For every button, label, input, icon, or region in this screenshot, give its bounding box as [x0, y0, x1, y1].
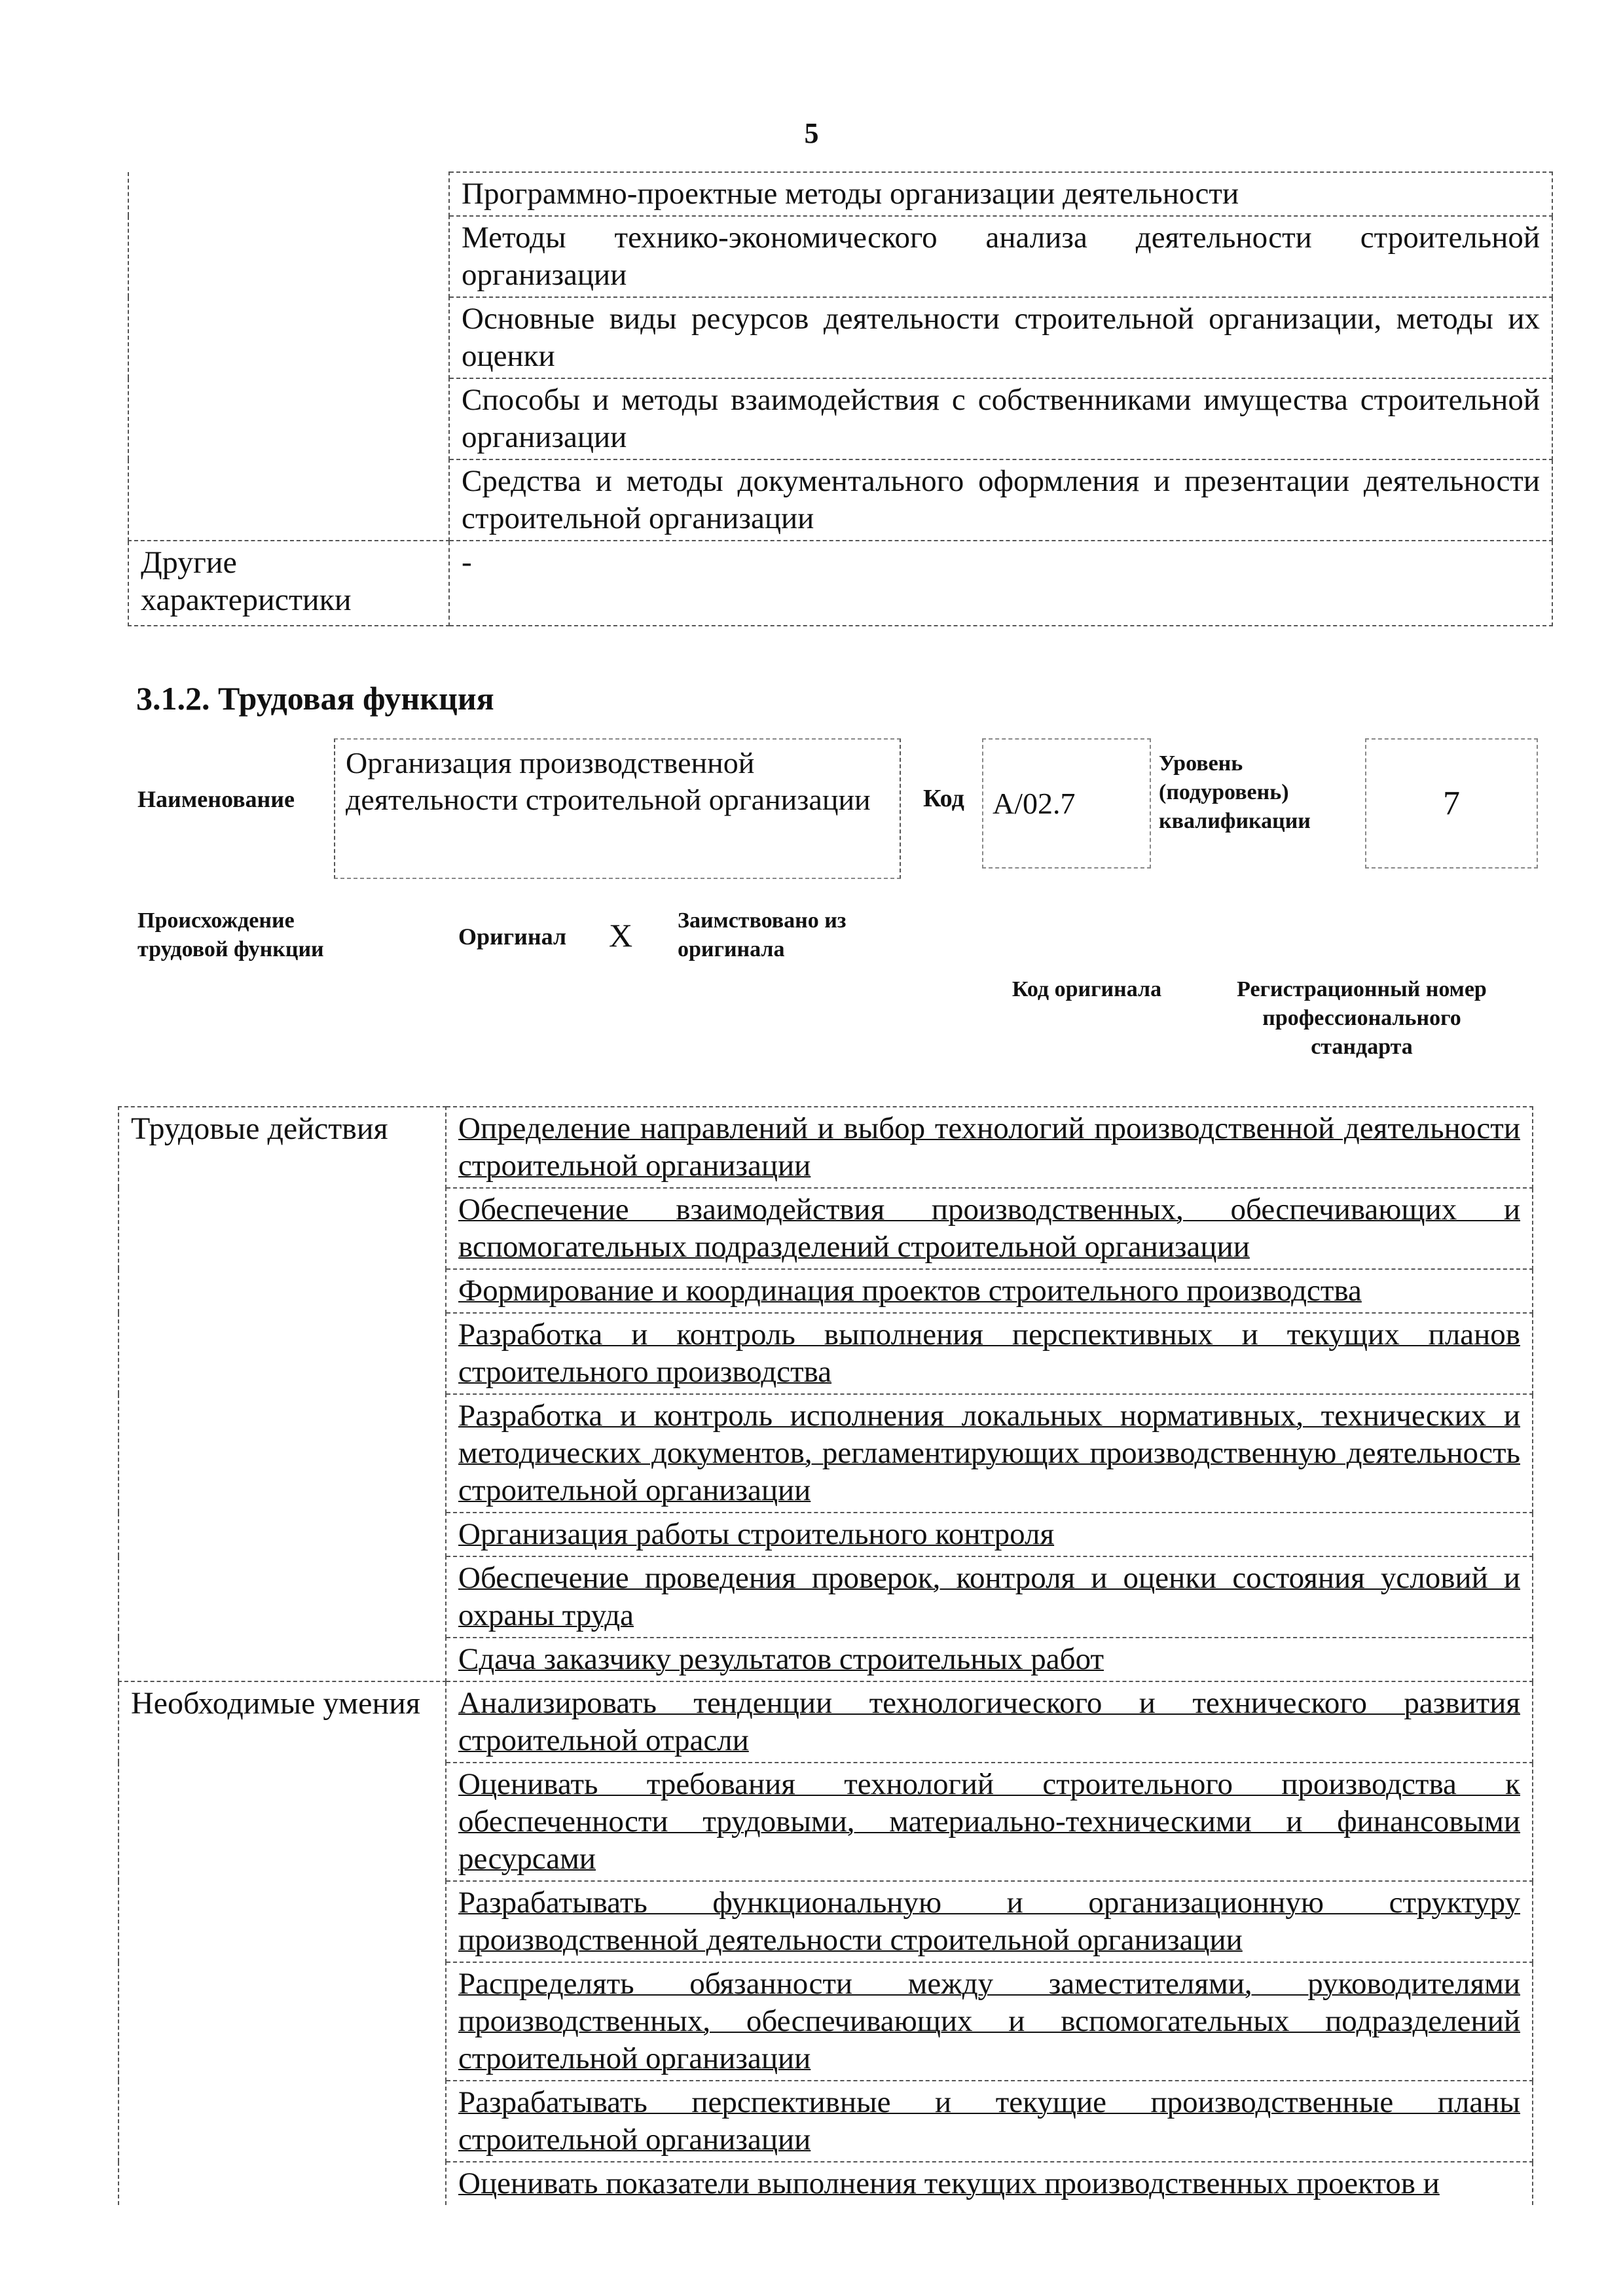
name-value: Организация производственной деятельности строительной организации — [334, 738, 901, 879]
knowledge-item: Методы технико-экономического анализа деятельности строительной организации — [449, 216, 1552, 297]
original-label: Оригинал — [458, 924, 567, 950]
table-row — [128, 541, 1552, 626]
skill-item: Распределять обязанности между заместителями, руководителями производственных, обеспечивающих и вспомогательных подразделений строительной организации — [446, 1962, 1533, 2081]
table-row — [128, 172, 1552, 216]
knowledge-label-cell — [128, 172, 449, 541]
other-characteristics-label: Другие характеристики — [128, 541, 449, 626]
code-original-label: Код оригинала — [1012, 977, 1162, 1001]
original-mark: X — [609, 917, 633, 954]
section-title: 3.1.2. Трудовая функция — [136, 680, 494, 717]
action-item: Обеспечение взаимодействия производственных, обеспечивающих и вспомогательных подразделений строительной организации — [446, 1188, 1533, 1269]
level-label: Уровень (подуровень) квалификации — [1159, 751, 1311, 833]
level-value: 7 — [1365, 738, 1538, 869]
skill-item: Анализировать тенденции технологического и технического развития строительной отрасли — [446, 1681, 1533, 1763]
knowledge-item: Программно-проектные методы организации деятельности — [449, 172, 1552, 216]
table-row — [119, 1107, 1533, 1188]
skill-item: Оценивать требования технологий строительного производства к обеспеченности трудовыми, материально-техническими и финансовыми ресурсами — [446, 1763, 1533, 1881]
action-item: Обеспечение проведения проверок, контроля и оценки состояния условий и охраны труда — [446, 1556, 1533, 1638]
knowledge-item: Средства и методы документального оформления и презентации деятельности строительной организации — [449, 459, 1552, 541]
page-number: 5 — [804, 117, 819, 149]
skill-item: Оценивать показатели выполнения текущих производственных проектов и — [446, 2162, 1533, 2205]
skill-item: Разрабатывать перспективные и текущие производственные планы строительной организации — [446, 2081, 1533, 2162]
skill-item: Разрабатывать функциональную и организационную структуру производственной деятельности строительной организации — [446, 1881, 1533, 1962]
action-item: Формирование и координация проектов строительного производства — [446, 1269, 1533, 1313]
action-item: Разработка и контроль исполнения локальных нормативных, технических и методических документов, регламентирующих производственную деятельность строительной организации — [446, 1394, 1533, 1513]
action-item: Определение направлений и выбор технологий производственной деятельности строительной организации — [446, 1107, 1533, 1188]
function-table — [118, 1106, 1533, 2205]
borrowed-label: Заимствовано из оригинала — [678, 908, 847, 961]
code-value: A/02.7 — [982, 738, 1151, 869]
skills-label: Необходимые умения — [119, 1681, 446, 2205]
actions-label: Трудовые действия — [119, 1107, 446, 1681]
code-label: Код — [923, 785, 964, 812]
action-item: Сдача заказчику результатов строительных работ — [446, 1638, 1533, 1681]
origin-label: Происхождение трудовой функции — [137, 908, 324, 961]
knowledge-item: Основные виды ресурсов деятельности строительной организации, методы их оценки — [449, 297, 1552, 378]
knowledge-item: Способы и методы взаимодействия с собственниками имущества строительной организации — [449, 378, 1552, 459]
other-characteristics-value: - — [449, 541, 1552, 626]
name-label: Наименование — [137, 786, 295, 812]
action-item: Разработка и контроль выполнения перспективных и текущих планов строительного производства — [446, 1313, 1533, 1394]
action-item: Организация работы строительного контроля — [446, 1513, 1533, 1556]
table-row — [119, 1681, 1533, 1763]
knowledge-table — [128, 171, 1553, 626]
reg-number-label: Регистрационный номер профессионального стандарта — [1237, 977, 1487, 1059]
